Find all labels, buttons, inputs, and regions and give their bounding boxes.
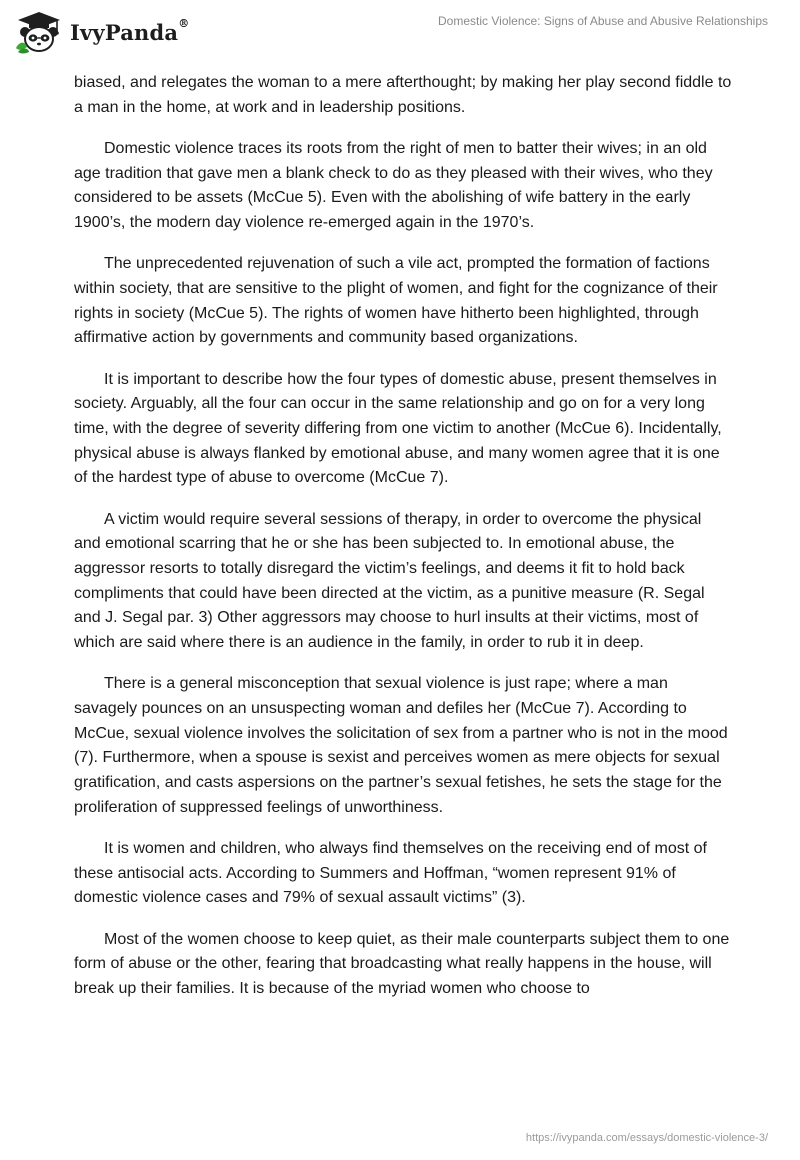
logo-wordmark: IvyPanda [70,19,179,45]
logo-text [70,16,190,45]
paragraph-3: The unprecedented rejuvenation of such a vile act, prompted the formation of factions within society, that are sensitive to the plight of women, and fight for the cognizance of their rights in society (McCue 5). The rights of women have hitherto been highlighted, through affirmative action by governments and community based organizations. [74,255,718,347]
page-header [0,0,800,64]
paragraph-4: It is important to describe how the four types of domestic abuse, present themselves in society. Arguably, all the four can occur in the same relationship and go on for a very long time, with the degree of severity differing from one victim to another (McCue 6). Incidentally, physical abuse is always flanked by emotional abuse, and many women agree that it is one of the hardest type of abuse to overcome (McCue 7). [74,370,722,487]
document-title: Domestic Violence: Signs of Abuse and Abusive Relationships [438,14,768,28]
paragraph-5: A victim would require several sessions of therapy, in order to overcome the physical and emotional scarring that he or she has been subjected to. In emotional abuse, the aggressor resorts to totally disregard the victim’s feelings, and deems it fit to hold back compliments that could have been directed at the victim, as a punitive measure (R. Segal and J. Segal par. 3) Other aggressors may choose to hurl insults at their victims, most of which are said where there is an audience in the family, in order to rub it in deep. [74,510,705,652]
paragraph-1: biased, and relegates the woman to a mere afterthought; by making her play second fiddle to a man in the home, at work and in leadership positions. [74,74,732,116]
panda-graduate-icon [14,10,64,54]
paragraph-8: Most of the women choose to keep quiet, as their male counterparts subject them to one form of abuse or the other, fearing that broadcasting what really happens in the house, will break up their families. It is because of the myriad women who choose to [74,930,730,997]
paragraph-2: Domestic violence traces its roots from the right of men to batter their wives; in an old age tradition that gave men a blank check to do as they pleased with their wives, who they considered to be assets (McCue 5). Even with the abolishing of wife battery in the early 1900’s, the modern day violence re-emerged again in the 1970’s. [74,139,713,232]
paragraph-6: There is a general misconception that sexual violence is just rape; where a man savagely pounces on an unsuspecting woman and defiles her (McCue 7). According to McCue, sexual violence involves the solicitation of sex from a partner who is not in the mood (7). Furthermore, when a spouse is sexist and perceives women as mere objects for sexual gratification, and casts aspersions on the partner’s sexual fetishes, he sets the stage for the proliferation of suppressed feelings of unworthiness. [74,675,728,816]
registered-mark: ® [178,16,190,30]
paragraph-7: It is women and children, who always find themselves on the receiving end of most of these antisocial acts. According to Summers and Hoffman, “women represent 91% of domestic violence cases and 79% of sexual assault victims” (3). [74,839,707,907]
source-url[interactable]: https://ivypanda.com/essays/domestic-violence-3/ [525,1132,768,1144]
logo[interactable] [14,8,189,56]
essay-body [74,71,732,1018]
